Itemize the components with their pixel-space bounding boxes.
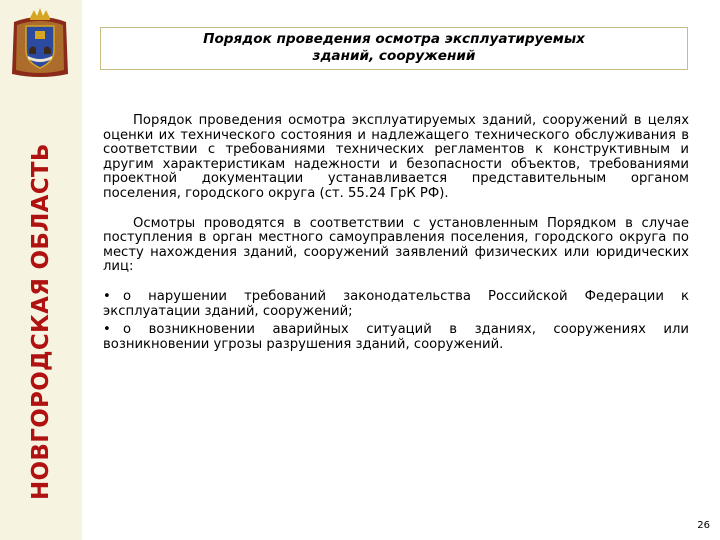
bullet-text: о нарушении требований законодательства Российской Федерации к эксплуатации зданий, сооружений; (103, 288, 689, 319)
bullet-list (103, 290, 689, 352)
slide-content (103, 114, 689, 356)
paragraph-1: Порядок проведения осмотра эксплуатируемых зданий, сооружений в целях оценки их технического состояния и надлежащего технического обслуживания в соответствии с требованиями технических регламентов к конструктивным и другим характеристикам надежности и безопасности объектов, требованиями проектной документации устанавливается представительным органом поселения, городского округа (ст. 55.24 ГрК РФ). (103, 113, 689, 201)
bullet-marker: • (103, 322, 111, 338)
title-line-2: зданий, сооружений (312, 48, 476, 64)
bullet-text: о возникновении аварийных ситуаций в зданиях, сооружениях или возникновении угрозы разрушения зданий, сооружений. (103, 322, 689, 352)
list-item (103, 323, 689, 352)
paragraph-2: Осмотры проводятся в соответствии с установленным Порядком в случае поступления в орган местного самоуправления поселения, городского округа по месту нахождения зданий, сооружений заявлений физических или юридических лиц: (103, 215, 689, 275)
region-label: НОВГОРОДСКАЯ ОБЛАСТЬ (28, 143, 54, 500)
title-line-1: Порядок проведения осмотра эксплуатируемых (203, 31, 585, 47)
list-item (103, 290, 689, 319)
coat-of-arms-icon (8, 6, 72, 80)
sidebar (0, 0, 82, 540)
page-number: 26 (697, 520, 710, 531)
bullet-marker: • (103, 288, 111, 304)
slide-title (100, 27, 688, 70)
